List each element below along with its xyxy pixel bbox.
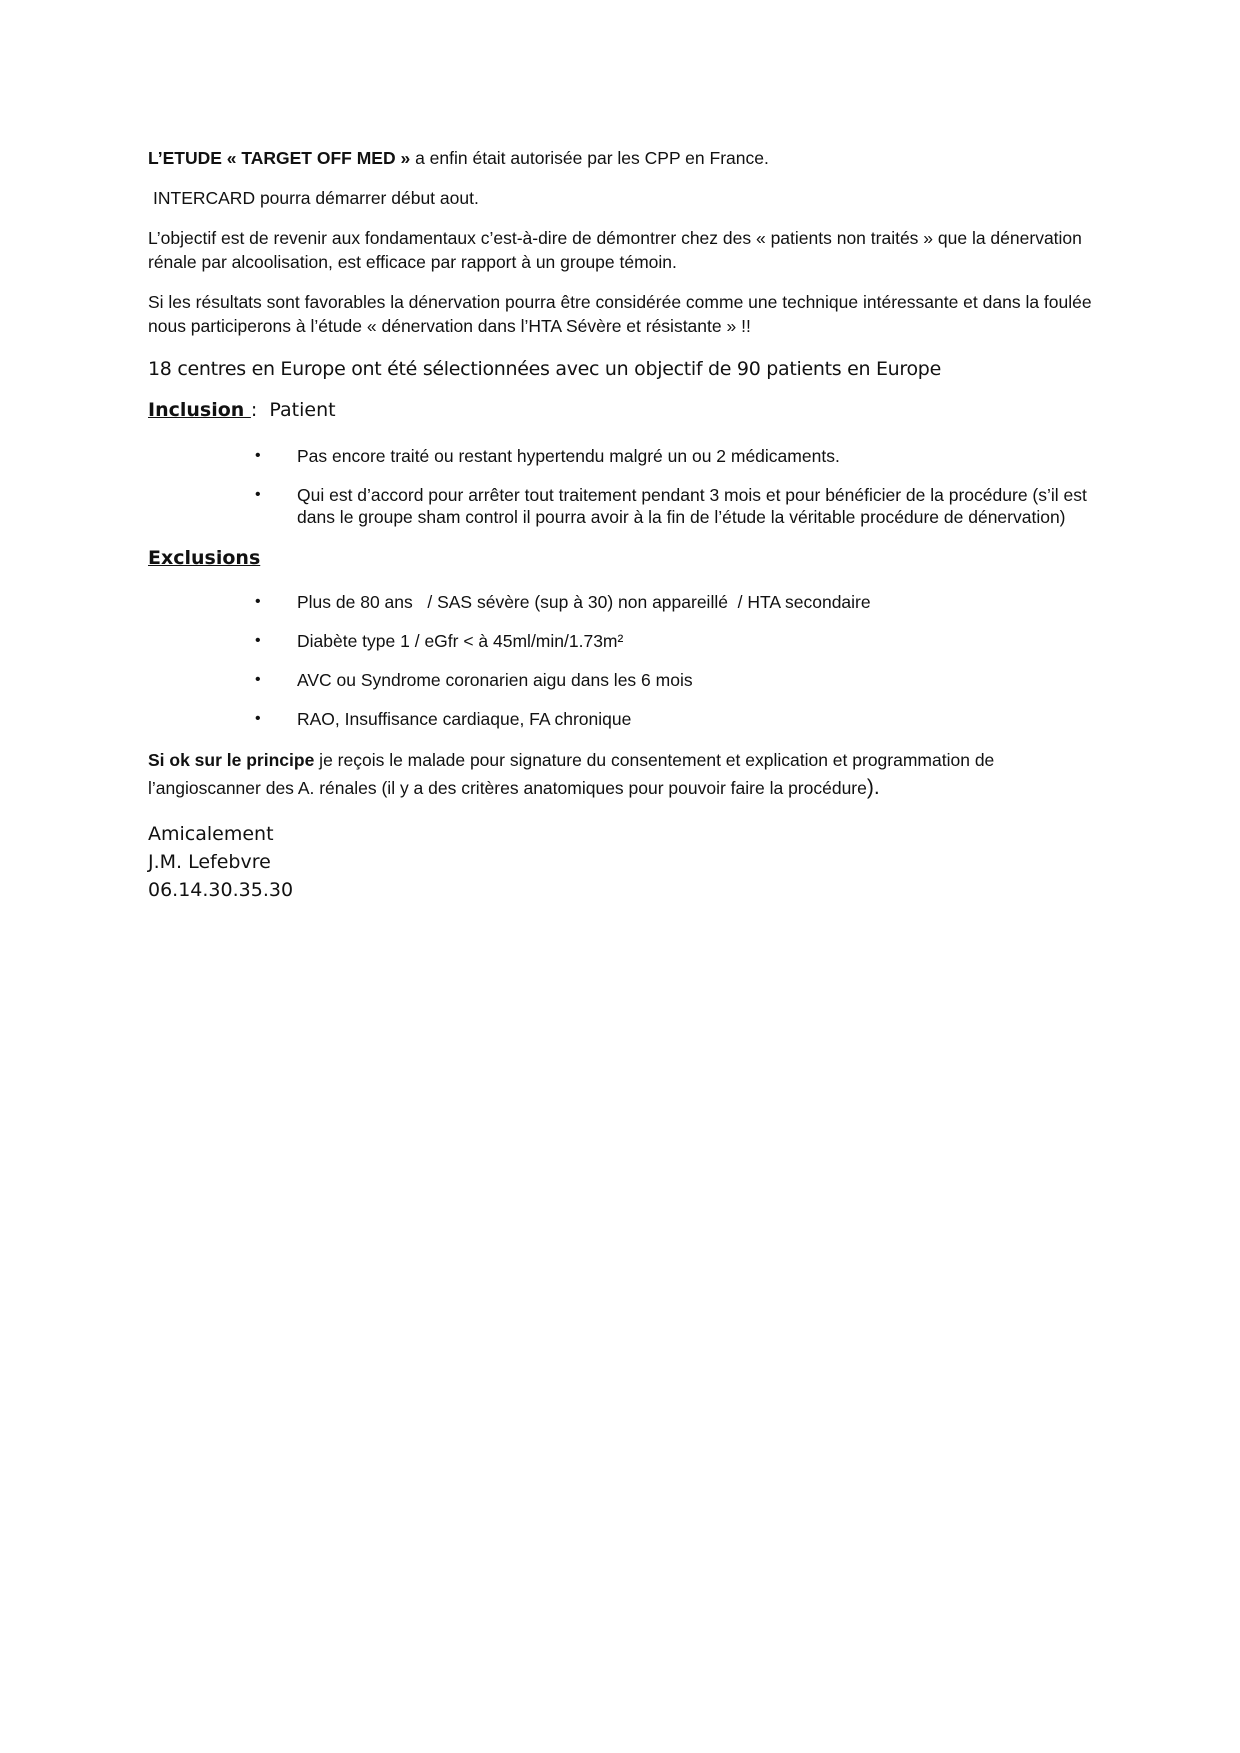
centres-paragraph: 18 centres en Europe ont été sélectionnées avec un objectif de 90 patients en Europe [148, 358, 941, 380]
signature-block [148, 820, 1098, 904]
bullet-icon: • [255, 710, 261, 727]
bullet-icon: • [255, 486, 261, 503]
inclusion-colon: : [250, 399, 258, 421]
list-item [148, 591, 1098, 613]
bullet-icon: • [255, 447, 261, 464]
list-item [148, 484, 1098, 528]
signature-phone: 06.14.30.35.30 [148, 879, 294, 901]
list-item [148, 445, 1098, 467]
list-item [148, 708, 1098, 730]
exclusions-heading: Exclusions [148, 547, 261, 569]
letter-body [148, 146, 1098, 904]
list-item-text: Qui est d’accord pour arrêter tout traitement pendant 3 mois et pour bénéficier de la procédure (s’il est dans le groupe sham control il pourra avoir à la fin de l’étude la véritable procédure de dénervation) [297, 485, 1087, 527]
closing-bold: Si ok sur le principe [148, 750, 315, 770]
list-item-text: RAO, Insuffisance cardiaque, FA chronique [297, 709, 632, 729]
closing-paragraph [148, 747, 1098, 802]
exclusions-list [148, 591, 1098, 730]
list-item-text: AVC ou Syndrome coronarien aigu dans les 6 mois [297, 670, 693, 690]
start-paragraph: INTERCARD pourra démarrer début aout. [153, 188, 479, 208]
objective-paragraph: L’objectif est de revenir aux fondamentaux c’est-à-dire de démontrer chez des « patients non traités » que la dénervation rénale par alcoolisation, est efficace par rapport à un groupe témoin. [148, 228, 1082, 272]
intro-text: a enfin était autorisée par les CPP en France. [410, 148, 769, 168]
list-item [148, 630, 1098, 652]
inclusion-list [148, 445, 1098, 528]
results-paragraph: Si les résultats sont favorables la dénervation pourra être considérée comme une technique intéressante et dans la foulée nous participerons à l’étude « dénervation dans l’HTA Sévère et résistante » !! [148, 292, 1092, 336]
list-item-text: Plus de 80 ans / SAS sévère (sup à 30) non appareillé / HTA secondaire [297, 592, 871, 612]
inclusion-heading-line [148, 397, 1098, 423]
list-item-text: Pas encore traité ou restant hypertendu malgré un ou 2 médicaments. [297, 446, 840, 466]
signature-greeting: Amicalement [148, 823, 274, 845]
list-item [148, 669, 1098, 691]
bullet-icon: • [255, 593, 261, 610]
bullet-icon: • [255, 632, 261, 649]
signature-name: J.M. Lefebvre [148, 851, 271, 873]
intro-paragraph [148, 146, 1098, 170]
inclusion-heading: Inclusion [148, 399, 251, 421]
closing-end: ). [866, 776, 880, 799]
closing-text: je reçois le malade pour signature du consentement et explication et programmation de l’angioscanner des A. rénales (il y a des critères anatomiques pour pouvoir faire la procédure [148, 750, 995, 798]
list-item-text: Diabète type 1 / eGfr < à 45ml/min/1.73m² [297, 631, 624, 651]
inclusion-label: Patient [269, 399, 336, 421]
bullet-icon: • [255, 671, 261, 688]
study-title: L’ETUDE « TARGET OFF MED » [148, 148, 411, 168]
